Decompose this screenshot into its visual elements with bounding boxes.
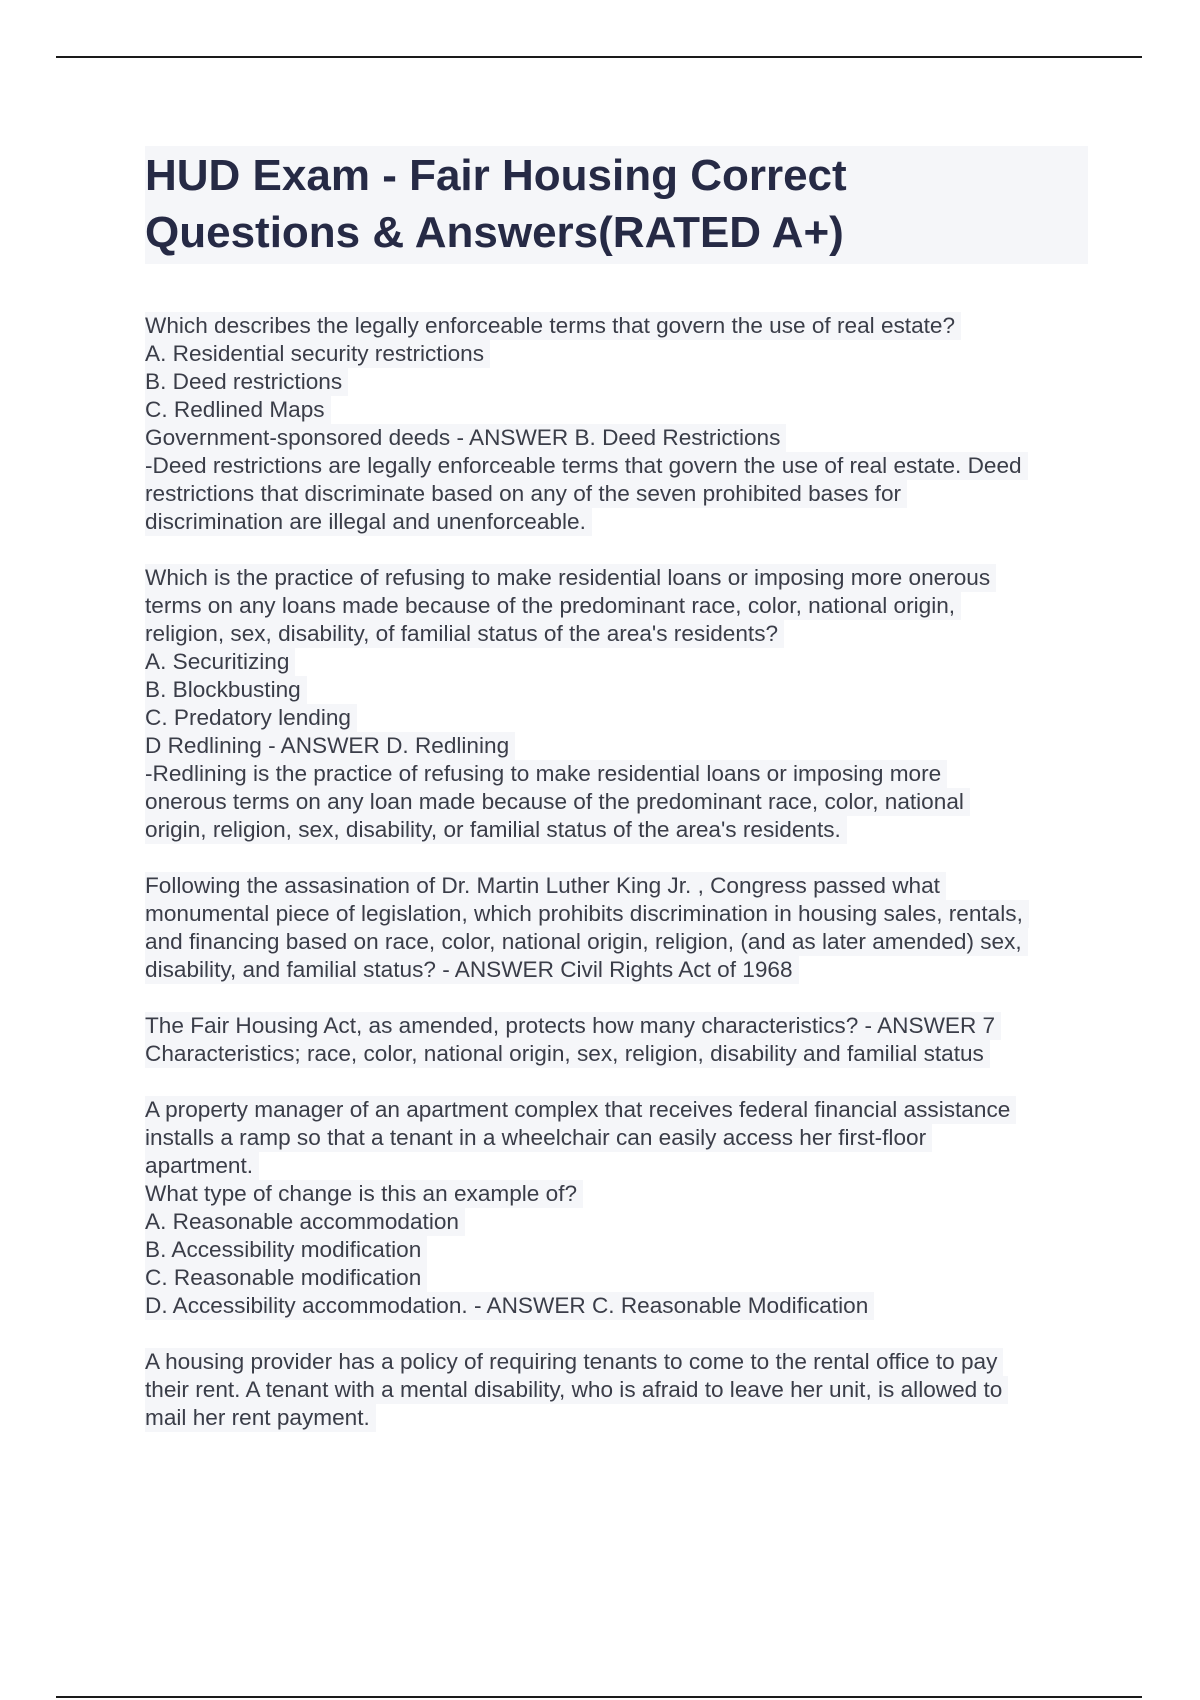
qa-line: A housing provider has a policy of requiring tenants to come to the rental office to pay <box>145 1348 1003 1376</box>
qa-line: Following the assasination of Dr. Martin Luther King Jr. , Congress passed what <box>145 872 946 900</box>
qa-line: D Redlining - ANSWER D. Redlining <box>145 732 515 760</box>
qa-line: Government-sponsored deeds - ANSWER B. Deed Restrictions <box>145 424 786 452</box>
page-title <box>145 146 1088 264</box>
qa-line: origin, religion, sex, disability, or familial status of the area's residents. <box>145 816 847 844</box>
qa-block <box>145 1348 1088 1432</box>
qa-line: discrimination are illegal and unenforceable. <box>145 508 592 536</box>
qa-line: What type of change is this an example of? <box>145 1180 583 1208</box>
qa-line: -Deed restrictions are legally enforceable terms that govern the use of real estate. Deed <box>145 452 1028 480</box>
qa-content <box>145 312 1088 1460</box>
qa-block <box>145 312 1088 536</box>
qa-block <box>145 1012 1088 1068</box>
qa-line: disability, and familial status? - ANSWER Civil Rights Act of 1968 <box>145 956 799 984</box>
qa-line: B. Blockbusting <box>145 676 307 704</box>
qa-line: Which describes the legally enforceable terms that govern the use of real estate? <box>145 312 961 340</box>
top-rule <box>56 56 1142 58</box>
qa-line: C. Predatory lending <box>145 704 357 732</box>
qa-line: B. Deed restrictions <box>145 368 348 396</box>
qa-line: restrictions that discriminate based on any of the seven prohibited bases for <box>145 480 907 508</box>
qa-line: their rent. A tenant with a mental disability, who is afraid to leave her unit, is allowed to <box>145 1376 1008 1404</box>
qa-line: Characteristics; race, color, national origin, sex, religion, disability and familial status <box>145 1040 990 1068</box>
qa-block <box>145 564 1088 844</box>
qa-line: B. Accessibility modification <box>145 1236 427 1264</box>
qa-block <box>145 872 1088 984</box>
qa-line: mail her rent payment. <box>145 1404 376 1432</box>
qa-line: A. Reasonable accommodation <box>145 1208 465 1236</box>
qa-line: monumental piece of legislation, which prohibits discrimination in housing sales, rentals, <box>145 900 1029 928</box>
title-block <box>145 146 1088 264</box>
qa-line: installs a ramp so that a tenant in a wheelchair can easily access her first-floor <box>145 1124 932 1152</box>
qa-line: A property manager of an apartment complex that receives federal financial assistance <box>145 1096 1016 1124</box>
qa-line: terms on any loans made because of the predominant race, color, national origin, <box>145 592 961 620</box>
qa-line: apartment. <box>145 1152 259 1180</box>
title-line-1: HUD Exam - Fair Housing Correct <box>145 151 847 200</box>
qa-line: A. Securitizing <box>145 648 295 676</box>
qa-line: onerous terms on any loan made because of the predominant race, color, national <box>145 788 970 816</box>
qa-line: C. Reasonable modification <box>145 1264 427 1292</box>
qa-line: religion, sex, disability, of familial status of the area's residents? <box>145 620 784 648</box>
qa-block <box>145 1096 1088 1320</box>
qa-line: D. Accessibility accommodation. - ANSWER C. Reasonable Modification <box>145 1292 874 1320</box>
qa-line: C. Redlined Maps <box>145 396 331 424</box>
qa-line: Which is the practice of refusing to make residential loans or imposing more onerous <box>145 564 996 592</box>
qa-line: The Fair Housing Act, as amended, protects how many characteristics? - ANSWER 7 <box>145 1012 1001 1040</box>
qa-line: A. Residential security restrictions <box>145 340 490 368</box>
title-line-2: Questions & Answers(RATED A+) <box>145 208 844 257</box>
qa-line: and financing based on race, color, national origin, religion, (and as later amended) sex, <box>145 928 1028 956</box>
bottom-rule <box>56 1696 1142 1698</box>
qa-line: -Redlining is the practice of refusing to make residential loans or imposing more <box>145 760 947 788</box>
